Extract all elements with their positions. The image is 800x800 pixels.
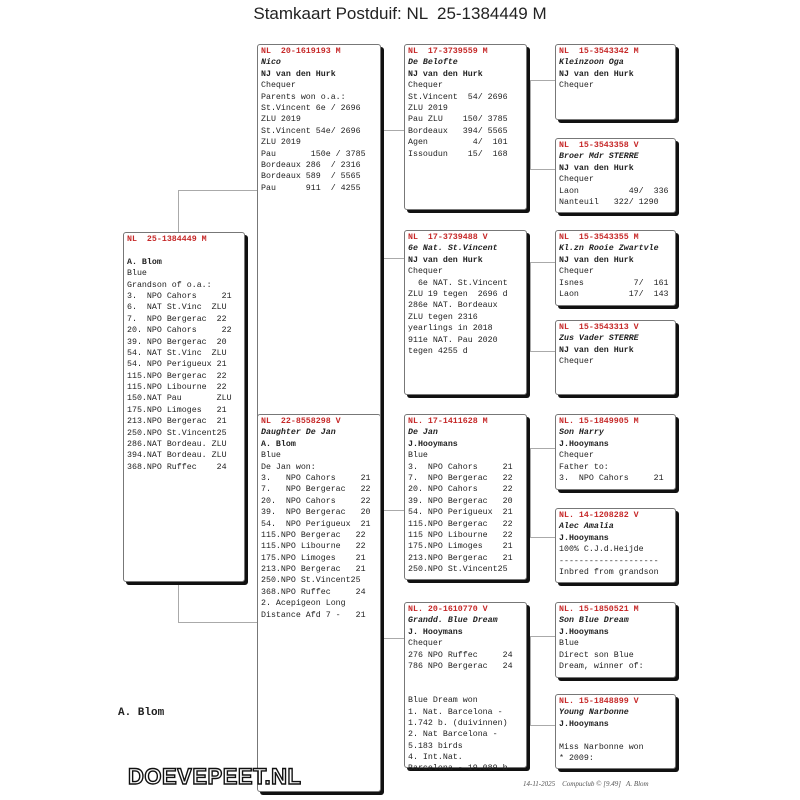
detail-line: 394.NAT Bordeau. ZLU <box>127 451 227 461</box>
detail-line: Chequer <box>559 267 594 277</box>
footer-credit: 14-11-2025 Compuclub © [9.49] A. Blom <box>523 780 649 788</box>
pigeon-name: Daughter De Jan <box>261 428 336 438</box>
connector-line <box>530 448 556 449</box>
detail-line: ZLU 2019 <box>408 103 448 113</box>
detail-line: 3. NPO Cahors 21 <box>559 473 664 483</box>
ring-number: NL 20-1619193 M <box>261 47 341 56</box>
pigeon-name: Kl.zn Rooie Zwartvle <box>559 244 659 254</box>
detail-line: Dream, winner of: <box>559 661 644 671</box>
pigeon-card-dam-dam-dam <box>555 694 676 769</box>
connector-line <box>383 258 405 259</box>
detail-line: Chequer <box>261 81 296 91</box>
ring-number: NL 22-8558298 V <box>261 417 341 426</box>
owner-name: A. Blom <box>118 707 165 719</box>
pigeon-card-dam-sire-dam <box>555 508 676 583</box>
ring-number: NL. 15-1849905 M <box>559 417 639 426</box>
detail-line: St.Vincent 54/ 2696 <box>408 92 508 102</box>
connector-line <box>530 262 556 263</box>
pigeon-name: Young Narbonne <box>559 708 629 718</box>
ring-number: NL 15-3543358 V <box>559 141 639 150</box>
pigeon-card-sire-sire <box>404 44 527 210</box>
pigeon-card-sire-sire-sire <box>555 44 676 120</box>
detail-line: 7. NPO Bergerac 22 <box>127 314 227 324</box>
detail-line: 6e NAT. St.Vincent <box>408 278 508 288</box>
pigeon-card-dam-dam <box>404 602 527 774</box>
pigeon-card-dam-dam-sire <box>555 602 676 678</box>
detail-line: Chequer <box>559 357 594 367</box>
detail-line: 150.NAT Pau ZLU <box>127 394 232 404</box>
pigeon-name: 6e Nat. St.Vincent <box>408 244 498 254</box>
connector-line <box>178 582 179 622</box>
detail-line: 175.NPO Limoges 21 <box>127 405 227 415</box>
detail-line: 115.NPO Bergerac 22 <box>261 530 366 540</box>
detail-line: Inbred from grandson <box>559 567 659 577</box>
detail-line: Laon 17/ 143 <box>559 289 669 299</box>
detail-line: 1.742 b. (duivinnen) <box>408 718 508 728</box>
detail-line: 4. Int.Nat. <box>408 753 463 763</box>
pigeon-name: Alec Amalia <box>559 522 614 532</box>
detail-line: 7. NPO Bergerac 22 <box>261 485 371 495</box>
breeder-name: NJ van den Hurk <box>559 255 634 265</box>
connector-line <box>530 351 556 352</box>
breeder-name: J.Hooymans <box>559 439 609 449</box>
detail-line: St.Vincent 6e / 2696 <box>261 103 361 113</box>
connector-line <box>383 638 405 639</box>
pigeon-name <box>127 245 241 256</box>
connector-line <box>178 622 258 623</box>
breeder-name: J. Hooymans <box>408 627 463 637</box>
connector-line <box>530 725 556 726</box>
detail-line: 368.NPO Ruffec 24 <box>261 587 366 597</box>
pigeon-card-sire-dam-sire <box>555 230 676 306</box>
detail-line: Grandson of o.a.: <box>127 280 212 290</box>
ring-number: NL. 17-1411628 M <box>408 417 488 426</box>
detail-line: Father to: <box>559 462 609 472</box>
detail-line: tegen 4255 d <box>408 346 468 356</box>
breeder-name: NJ van den Hurk <box>261 69 336 79</box>
detail-line: 213.NPO Bergerac 21 <box>408 553 513 563</box>
detail-line: Agen 4/ 101 <box>408 138 508 148</box>
pigeon-name: Kleinzoon Oga <box>559 58 624 68</box>
pigeon-card-sire-sire-dam <box>555 138 676 213</box>
detail-line: 115.NPO Bergerac 22 <box>408 519 513 529</box>
detail-line: * 2009: <box>559 753 594 763</box>
detail-line <box>408 684 523 695</box>
detail-line: 3. NPO Cahors 21 <box>261 473 371 483</box>
breeder-name: NJ van den Hurk <box>559 163 634 173</box>
detail-line: 54. NAT St.Vinc ZLU <box>127 348 227 358</box>
detail-line: Parents won o.a.: <box>261 92 346 102</box>
detail-line: Chequer <box>559 175 594 185</box>
detail-line: 175.NPO Limoges 21 <box>261 553 366 563</box>
detail-line: 20. NPO Cahors 22 <box>408 485 513 495</box>
detail-line <box>559 730 672 741</box>
detail-line: 5.183 birds <box>408 741 463 751</box>
breeder-name: A. Blom <box>127 257 162 267</box>
connector-line <box>530 537 556 538</box>
detail-line: 213.NPO Bergerac 21 <box>261 565 366 575</box>
ring-number: NL. 20-1610770 V <box>408 605 488 614</box>
pigeon-card-sire-dam <box>404 230 527 395</box>
detail-line: 54. NPO Perigueux 21 <box>261 519 371 529</box>
detail-line: Blue <box>559 639 579 649</box>
pigeon-name: Son Harry <box>559 428 604 438</box>
detail-line: 54. NPO Perigueux 21 <box>127 360 227 370</box>
detail-line: Blue <box>127 269 147 279</box>
detail-line: Nanteuil 322/ 1290 <box>559 197 659 207</box>
detail-line: Laon 49/ 336 <box>559 186 669 196</box>
detail-line: Isnes 7/ 161 <box>559 278 669 288</box>
detail-line: 786 NPO Bergerac 24 <box>408 661 513 671</box>
page-title: Stamkaart Postduif: NL 25-1384449 M <box>253 4 547 23</box>
detail-line: 1. Nat. Barcelona - <box>408 707 503 717</box>
detail-line: Chequer <box>559 451 594 461</box>
breeder-name: J.Hooymans <box>559 719 609 729</box>
detail-line: 39. NPO Bergerac 20 <box>261 508 371 518</box>
detail-line: 115.NPO Libourne 22 <box>261 542 366 552</box>
detail-line: ZLU tegen 2316 <box>408 312 478 322</box>
detail-line: Bordeaux 394/ 5565 <box>408 126 508 136</box>
pigeon-name: Nico <box>261 58 281 68</box>
connector-line <box>530 262 531 351</box>
detail-line: Pau 150e / 3785 <box>261 149 366 159</box>
connector-line <box>178 190 258 191</box>
detail-line: -------------------- <box>559 556 659 566</box>
connector-line <box>178 190 179 234</box>
detail-line: 115.NPO Libourne 22 <box>127 383 227 393</box>
breeder-name: NJ van den Hurk <box>408 255 483 265</box>
detail-line: 2. Nat Barcelona - <box>408 730 498 740</box>
breeder-name: NJ van den Hurk <box>559 345 634 355</box>
connector-line <box>530 636 531 725</box>
breeder-name: NJ van den Hurk <box>408 69 483 79</box>
pigeon-name: Broer Mdr STERRE <box>559 152 639 162</box>
detail-line: 39. NPO Bergerac 20 <box>127 337 227 347</box>
detail-line: Blue Dream won <box>408 696 478 706</box>
breeder-name: J.Hooymans <box>559 627 609 637</box>
detail-line: Miss Narbonne won <box>559 742 644 752</box>
detail-line: 276 NPO Ruffec 24 <box>408 650 513 660</box>
detail-line: Blue <box>408 451 428 461</box>
ring-number: NL 17-3739559 M <box>408 47 488 56</box>
detail-line: Bordeaux 286 / 2316 <box>261 160 361 170</box>
detail-line: 100% C.J.d.Heijde <box>559 545 644 555</box>
pigeon-name: Son Blue Dream <box>559 616 629 626</box>
ring-number: NL 15-3543342 M <box>559 47 639 56</box>
pigeon-card-dam-sire <box>404 414 527 580</box>
detail-line <box>408 672 523 683</box>
connector-line <box>530 169 556 170</box>
detail-line: Chequer <box>408 639 443 649</box>
breeder-name: J.Hooymans <box>559 533 609 543</box>
ring-number: NL 17-3739488 V <box>408 233 488 242</box>
detail-line: Pau 911 / 4255 <box>261 183 361 193</box>
detail-line: De Jan won: <box>261 462 316 472</box>
connector-line <box>530 80 531 169</box>
detail-line: St.Vincent 54e/ 2696 <box>261 126 361 136</box>
ring-number: NL. 15-1850521 M <box>559 605 639 614</box>
site-logo: DOEVEPEET.NL <box>128 764 302 789</box>
detail-line: 20. NPO Cahors 22 <box>127 326 232 336</box>
pigeon-card-dam-sire-sire <box>555 414 676 490</box>
detail-line: 911e NAT. Pau 2020 <box>408 335 498 345</box>
detail-line: Pau ZLU 150/ 3785 <box>408 115 508 125</box>
detail-line: 286e NAT. Bordeaux <box>408 301 498 311</box>
detail-line: Issoudun 15/ 168 <box>408 149 508 159</box>
detail-line: 20. NPO Cahors 22 <box>261 496 371 506</box>
detail-line: Chequer <box>408 267 443 277</box>
detail-line: 175.NPO Limoges 21 <box>408 542 513 552</box>
detail-line: 54. NPO Perigueux 21 <box>408 508 513 518</box>
ring-number: NL 15-3543313 V <box>559 323 639 332</box>
detail-line: 6. NAT St.Vinc ZLU <box>127 303 227 313</box>
detail-line: ZLU 19 tegen 2696 d <box>408 289 508 299</box>
detail-line: 368.NPO Ruffec 24 <box>127 462 227 472</box>
connector-line <box>530 636 556 637</box>
pigeon-card-sire-dam-dam <box>555 320 676 395</box>
detail-line: 3. NPO Cahors 21 <box>408 462 513 472</box>
detail-line: 286.NAT Bordeau. ZLU <box>127 440 227 450</box>
ring-number: NL. 15-1848899 V <box>559 697 639 706</box>
pigeon-card-dam <box>257 414 381 792</box>
detail-line: Chequer <box>559 81 594 91</box>
pigeon-card-main <box>123 232 245 582</box>
detail-line: Chequer <box>408 81 443 91</box>
detail-line: 2. Acepigeon Long <box>261 599 346 609</box>
pigeon-name: Zus Vader STERRE <box>559 334 639 344</box>
connector-line <box>383 510 405 511</box>
detail-line: Bordeaux 589 / 5565 <box>261 172 361 182</box>
detail-line: Blue <box>261 451 281 461</box>
detail-line: yearlings in 2018 <box>408 324 493 334</box>
breeder-name: NJ van den Hurk <box>559 69 634 79</box>
detail-line: Barcelona - 19.089 b <box>408 764 508 774</box>
ring-number: NL. 14-1208282 V <box>559 511 639 520</box>
connector-line <box>383 510 384 638</box>
connector-line <box>383 130 405 131</box>
detail-line: 250.NPO St.Vincent25 <box>127 428 227 438</box>
ring-number: NL 15-3543355 M <box>559 233 639 242</box>
detail-line: ZLU 2019 <box>261 115 301 125</box>
pigeon-card-sire <box>257 44 381 422</box>
detail-line: 250.NPO St.Vincent25 <box>408 565 508 575</box>
connector-line <box>383 130 384 258</box>
detail-line: 7. NPO Bergerac 22 <box>408 473 513 483</box>
detail-line: ZLU 2019 <box>261 138 301 148</box>
detail-line: 115.NPO Bergerac 22 <box>127 371 227 381</box>
pigeon-name: Grandd. Blue Dream <box>408 616 498 626</box>
detail-line: 39. NPO Bergerac 20 <box>408 496 513 506</box>
pigeon-name: De Jan <box>408 428 438 438</box>
detail-line: Direct son Blue <box>559 650 634 660</box>
connector-line <box>530 448 531 537</box>
detail-line: Distance Afd 7 - 21 <box>261 610 366 620</box>
detail-line: 250.NPO St.Vincent25 <box>261 576 361 586</box>
ring-number: NL 25-1384449 M <box>127 235 207 244</box>
detail-line: 213.NPO Bergerac 21 <box>127 417 227 427</box>
pigeon-name: De Belofte <box>408 58 458 68</box>
breeder-name: J.Hooymans <box>408 439 458 449</box>
detail-line: 115 NPO Libourne 22 <box>408 530 513 540</box>
connector-line <box>530 80 556 81</box>
breeder-name: A. Blom <box>261 439 296 449</box>
detail-line: 3. NPO Cahors 21 <box>127 291 232 301</box>
